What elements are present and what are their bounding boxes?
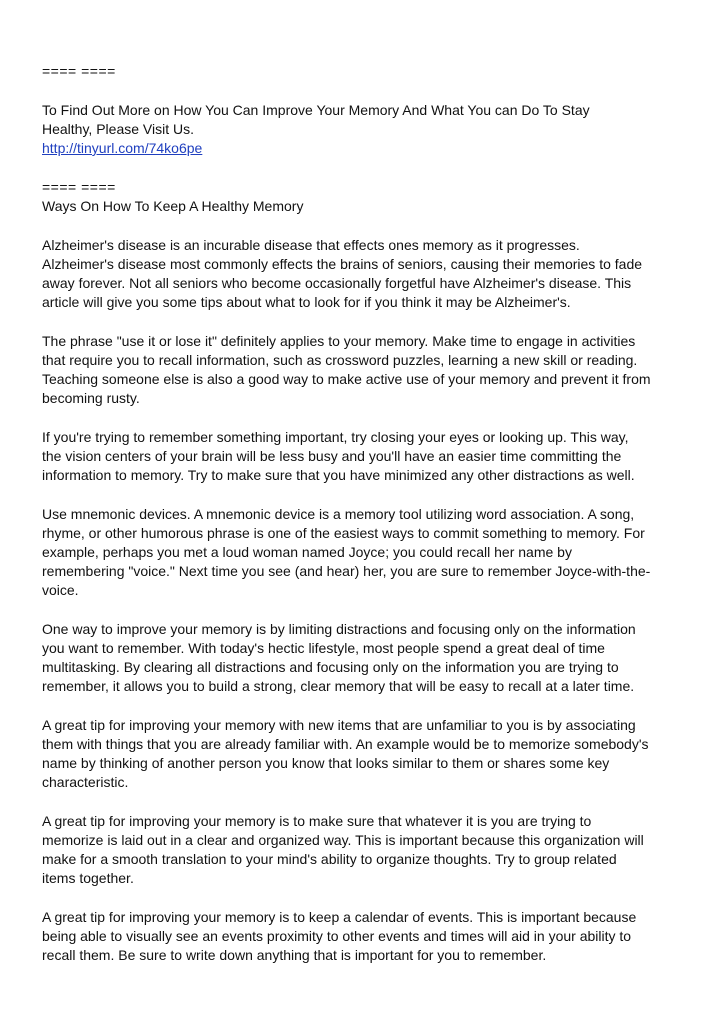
paragraph-line: A great tip for improving your memory is to keep a calendar of events. This is important because — [42, 909, 637, 925]
paragraph-line: Teaching someone else is also a good way to make active use of your memory and prevent it from — [42, 371, 651, 387]
paragraph-line: away forever. Not all seniors who become occasionally forgetful have Alzheimer's disease. This — [42, 275, 632, 291]
paragraph-line: Alzheimer's disease is an incurable disease that effects ones memory as it progresses. — [42, 237, 580, 253]
article-paragraph — [42, 908, 698, 965]
title-block — [42, 178, 698, 216]
paragraph-line: memorize is laid out in a clear and organized way. This is important because this organization will — [42, 832, 644, 848]
paragraph-line: remembering "voice." Next time you see (and hear) her, you are sure to remember Joyce-with-the- — [42, 563, 651, 579]
paragraph-line: If you're trying to remember something important, try closing your eyes or looking up. This way, — [42, 429, 629, 445]
separator-mid: ==== ==== — [42, 179, 116, 195]
paragraph-line: recall them. Be sure to write down anything that is important for you to remember. — [42, 947, 547, 963]
paragraph-line: make for a smooth translation to your mind's ability to organize thoughts. Try to group related — [42, 851, 617, 867]
paragraph-line: rhyme, or other humorous phrase is one of the easiest ways to commit something to memory. For — [42, 525, 645, 541]
paragraph-line: A great tip for improving your memory with new items that are unfamiliar to you is by associating — [42, 717, 636, 733]
paragraph-line: name by thinking of another person you know that looks similar to them or shares some key — [42, 755, 610, 771]
paragraph-line: them with things that you are already familiar with. An example would be to memorize somebody's — [42, 736, 649, 752]
header-block — [42, 62, 698, 81]
paragraph-line: Alzheimer's disease most commonly effects the brains of seniors, causing their memories to fade — [42, 256, 643, 272]
article-paragraph — [42, 505, 698, 600]
paragraph-line: article will give you some tips about what to look for if you think it may be Alzheimer's. — [42, 294, 571, 310]
article-paragraph — [42, 812, 698, 888]
paragraph-line: the vision centers of your brain will be less busy and you'll have an easier time committing the — [42, 448, 622, 464]
paragraph-line: being able to visually see an events proximity to other events and times will aid in your ability to — [42, 928, 632, 944]
promo-line: To Find Out More on How You Can Improve Your Memory And What You can Do To Stay — [42, 102, 590, 118]
paragraph-line: characteristic. — [42, 774, 129, 790]
promo-block — [42, 101, 698, 158]
paragraph-line: A great tip for improving your memory is to make sure that whatever it is you are trying to — [42, 813, 592, 829]
paragraph-line: The phrase "use it or lose it" definitely applies to your memory. Make time to engage in activities — [42, 333, 636, 349]
paragraph-line: that require you to recall information, such as crossword puzzles, learning a new skill or reading. — [42, 352, 638, 368]
paragraph-line: One way to improve your memory is by limiting distractions and focusing only on the information — [42, 621, 636, 637]
paragraph-line: multitasking. By clearing all distractions and focusing only on the information you are trying to — [42, 659, 619, 675]
article-body — [42, 236, 698, 965]
promo-link[interactable]: http://tinyurl.com/74ko6pe — [42, 140, 203, 156]
promo-line: Healthy, Please Visit Us. — [42, 121, 194, 137]
paragraph-line: remember, it allows you to build a strong, clear memory that will be easy to recall at a later time. — [42, 678, 635, 694]
article-paragraph — [42, 716, 698, 792]
paragraph-line: becoming rusty. — [42, 390, 140, 406]
paragraph-line: voice. — [42, 582, 79, 598]
paragraph-line: example, perhaps you met a loud woman named Joyce; you could recall her name by — [42, 544, 572, 560]
article-paragraph — [42, 332, 698, 408]
article-paragraph — [42, 620, 698, 696]
paragraph-line: items together. — [42, 870, 134, 886]
article-title: Ways On How To Keep A Healthy Memory — [42, 198, 304, 214]
paragraph-line: Use mnemonic devices. A mnemonic device is a memory tool utilizing word association. A song, — [42, 506, 635, 522]
paragraph-line: information to memory. Try to make sure that you have minimized any other distractions as well. — [42, 467, 635, 483]
article-paragraph — [42, 428, 698, 485]
separator-top: ==== ==== — [42, 63, 116, 79]
article-paragraph — [42, 236, 698, 312]
paragraph-line: you want to remember. With today's hectic lifestyle, most people spend a great deal of time — [42, 640, 605, 656]
